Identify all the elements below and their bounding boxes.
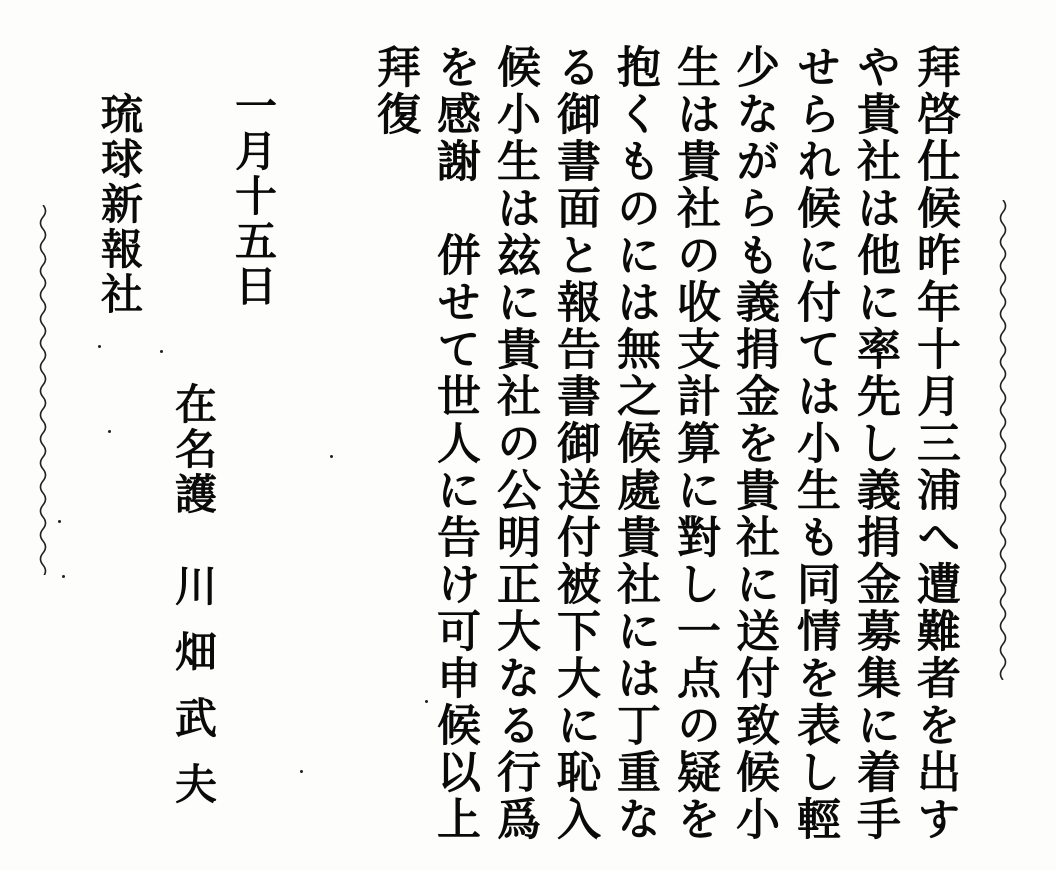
scan-speck [160, 350, 163, 353]
scan-speck [425, 700, 428, 703]
letter-line-6: 抱くものには無之候處貴社には丁重な [609, 44, 660, 843]
letter-line-2: や貴社は他に率先し義捐金募集に着手 [849, 44, 900, 843]
scan-speck [108, 430, 111, 433]
letter-line-4: 少ながらも義捐金を貴社に送付致候小 [728, 44, 779, 843]
letter-line-7: る御書面と報告書御送付被下大に恥入 [549, 44, 600, 843]
letter-line-3: せられ候に付ては小生も同情を表し輕 [789, 44, 840, 843]
scan-speck [62, 575, 65, 578]
left-wavy-border [36, 205, 50, 575]
letter-line-8: 候小生は玆に貴社の公明正大なる行爲 [489, 44, 540, 843]
letter-line-9: を感謝 併せて世人に告け可申候以上 [429, 44, 480, 843]
right-wavy-border [996, 200, 1010, 680]
letter-line-1: 拜啓仕候昨年十月三浦へ遭難者を出す [909, 44, 960, 843]
scan-speck [300, 770, 303, 773]
scan-speck [330, 455, 333, 458]
letter-recipient: 琉球新報社 [95, 92, 144, 317]
sender-name: 川畑武夫 [169, 564, 218, 828]
letter-date: 一月十五日 [229, 84, 278, 309]
letter-closing: 拜復 [369, 44, 420, 138]
scan-speck [58, 520, 61, 523]
sender-location: 在名護 [169, 382, 218, 517]
scan-speck [98, 345, 101, 348]
letter-line-5: 生は貴社の收支計算に對し一点の疑を [669, 44, 720, 843]
